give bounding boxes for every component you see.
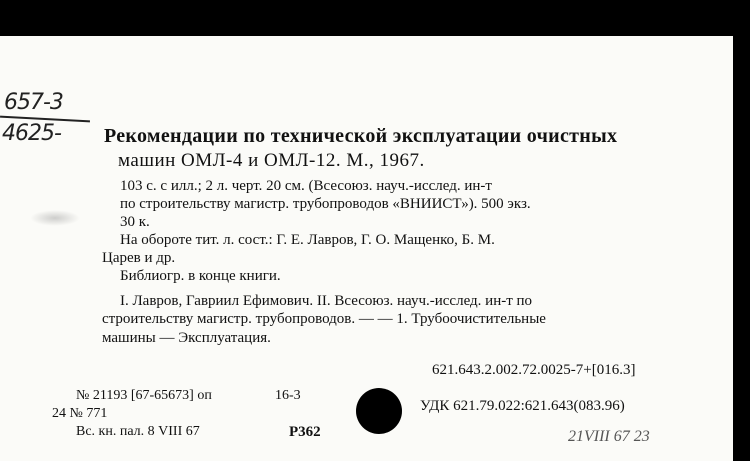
punch-hole — [356, 388, 402, 434]
handwritten-code-top: 657-3 — [4, 90, 63, 115]
card-body-line: по строительству магистр. трубопроводов «ВНИИСТ»). 500 экз. — [120, 196, 531, 212]
card-body-line: машины — Эксплуатация. — [102, 330, 271, 346]
card-body-line: 30 к. — [120, 214, 150, 230]
classification-code: 621.643.2.002.72.0025-7+[016.3] — [432, 362, 636, 378]
handwritten-code-bottom: 4625- — [2, 121, 61, 146]
ink-smudge — [30, 210, 80, 226]
card-title-line-2: машин ОМЛ-4 и ОМЛ-12. М., 1967. — [118, 150, 425, 171]
footer-line-1: № 21193 [67-65673] оп — [76, 388, 212, 403]
card-body-line: 103 с. с илл.; 2 л. черт. 20 см. (Всесоюз. науч.-исслед. ин-т — [120, 178, 492, 194]
card-body-line: I. Лавров, Гавриил Ефимович. II. Всесоюз. науч.-исслед. ин-т по — [120, 293, 533, 309]
footer-line-1-right: 16-3 — [275, 388, 301, 403]
udk-code: УДК 621.79.022:621.643(083.96) — [420, 398, 625, 414]
card-body-line: Царев и др. — [102, 250, 176, 266]
footer-line-3: Вс. кн. пал. 8 VIII 67 — [76, 424, 200, 439]
card-title-line-1: Рекомендации по технической эксплуатации очистных — [104, 125, 618, 147]
handwritten-date: 21VIII 67 23 — [568, 428, 650, 445]
card-body-line: строительству магистр. трубопроводов. — — 1. Трубоочистительные — [102, 311, 546, 327]
footer-line-2: 24 № 771 — [52, 406, 108, 421]
footer-line-3-right: Р362 — [289, 424, 321, 440]
card-body-line: Библиогр. в конце книги. — [120, 268, 281, 284]
card-body-line: На обороте тит. л. сост.: Г. Е. Лавров, Г. О. Мащенко, Б. М. — [120, 232, 495, 248]
